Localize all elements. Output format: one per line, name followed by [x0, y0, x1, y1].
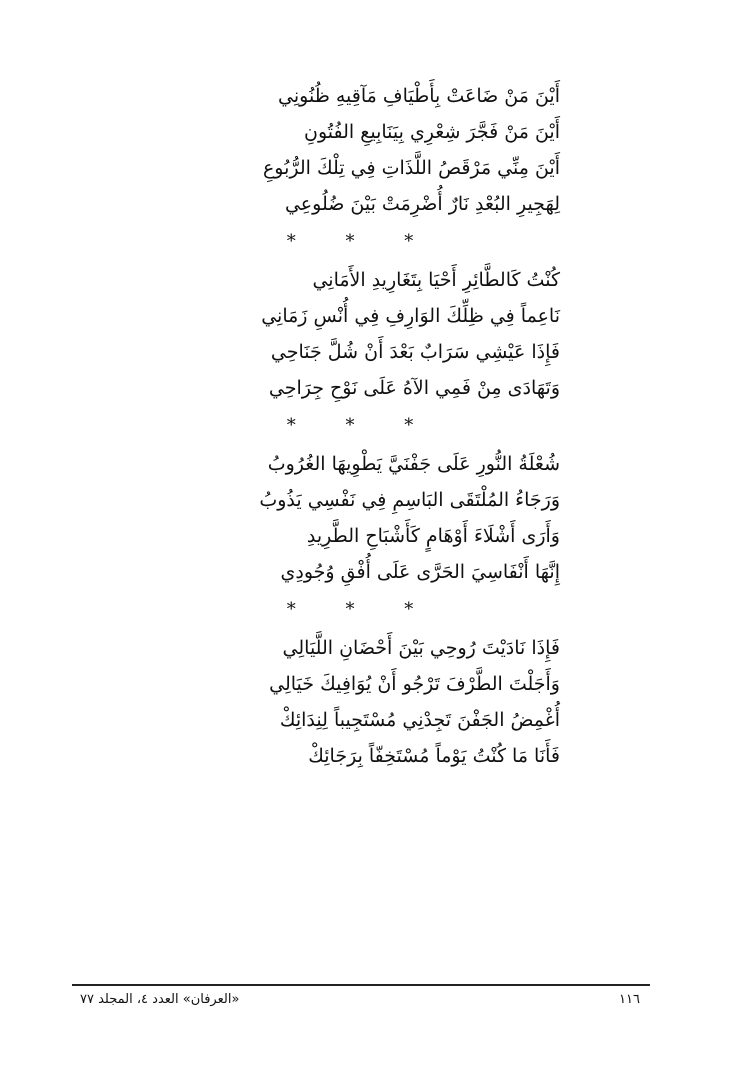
- stanza-separator: * * *: [286, 599, 436, 620]
- footer-divider: [72, 984, 650, 986]
- verse: وَأَرَى أَشْلَاءَ أَوْهَامٍ كَأَشْبَاحِ الطَّرِيدِ: [306, 525, 560, 547]
- stanza-separator: * * *: [286, 231, 436, 252]
- poem: [140, 78, 560, 774]
- page-footer: [72, 990, 650, 1010]
- stanza-2: [140, 262, 560, 406]
- verse: إِنَّهَا أَنْفَاسِيَ الحَرَّى عَلَى أُفْقِ وُجُودِي: [280, 561, 560, 583]
- verse: أَيْنَ مَنْ ضَاعَتْ بِأَطْيَافِ مَآقِيهِ ظُنُونِي: [278, 85, 560, 107]
- verse: أُغْمِضُ الجَفْنَ تَجِدْنِي مُسْتَجِيباً لِنِدَائِكْ: [279, 709, 560, 731]
- verse: كُنْتُ كَالطَّائِرِ أَحْيَا بِتَغَارِيدِ الأَمَانِي: [312, 269, 560, 291]
- verse: فَأَنَا مَا كُنْتُ يَوْماً مُسْتَخِفّاً بِرَجَائِكْ: [308, 745, 560, 767]
- verse: أَيْنَ مَنْ فَجَّرَ شِعْرِي بِيَنَابِيعِ الفُتُونِ: [304, 121, 560, 143]
- verse: فَإِذَا نَادَيْتَ رُوحِي بَيْنَ أَحْضَانِ اللَّيَالِي: [282, 637, 560, 659]
- verse: شُعْلَةُ النُّورِ عَلَى جَفْنَيَّ يَطْوِيهَا الغُرُوبُ: [267, 453, 560, 475]
- verse: لِهَجِيرِ البُعْدِ نَارٌ أُضْرِمَتْ بَيْنَ ضُلُوعِي: [284, 193, 560, 215]
- verse: فَإِذَا عَيْشِي سَرَابٌ بَعْدَ أَنْ شُلَّ جَنَاحِي: [270, 341, 560, 363]
- journal-info: «العرفان» العدد ٤، المجلد ٧٧: [80, 992, 240, 1007]
- verse: وَأَجَلْتَ الطَّرْفَ تَرْجُو أَنْ يُوَافِيكَ خَيَالِي: [269, 673, 560, 695]
- stanza-3: [140, 446, 560, 590]
- verse: وَرَجَاءُ المُلْتَقَى البَاسِمِ فِي نَفْسِي يَذُوبُ: [259, 489, 560, 511]
- verse: نَاعِماً فِي ظِلِّكَ الوَارِفِ فِي أُنْسِ زَمَانِي: [261, 305, 560, 327]
- verse: أَيْنَ مِنِّي مَرْقَصُ اللَّذَاتِ فِي تِلْكَ الرُّبُوعِ: [262, 157, 560, 179]
- page-number: ١١٦: [619, 992, 640, 1007]
- verse: وَتَهَادَى مِنْ فَمِي الآهُ عَلَى نَوْحِ جِرَاحِي: [268, 377, 560, 399]
- stanza-1: [140, 78, 560, 222]
- stanza-4: [140, 630, 560, 774]
- stanza-separator: * * *: [286, 415, 436, 436]
